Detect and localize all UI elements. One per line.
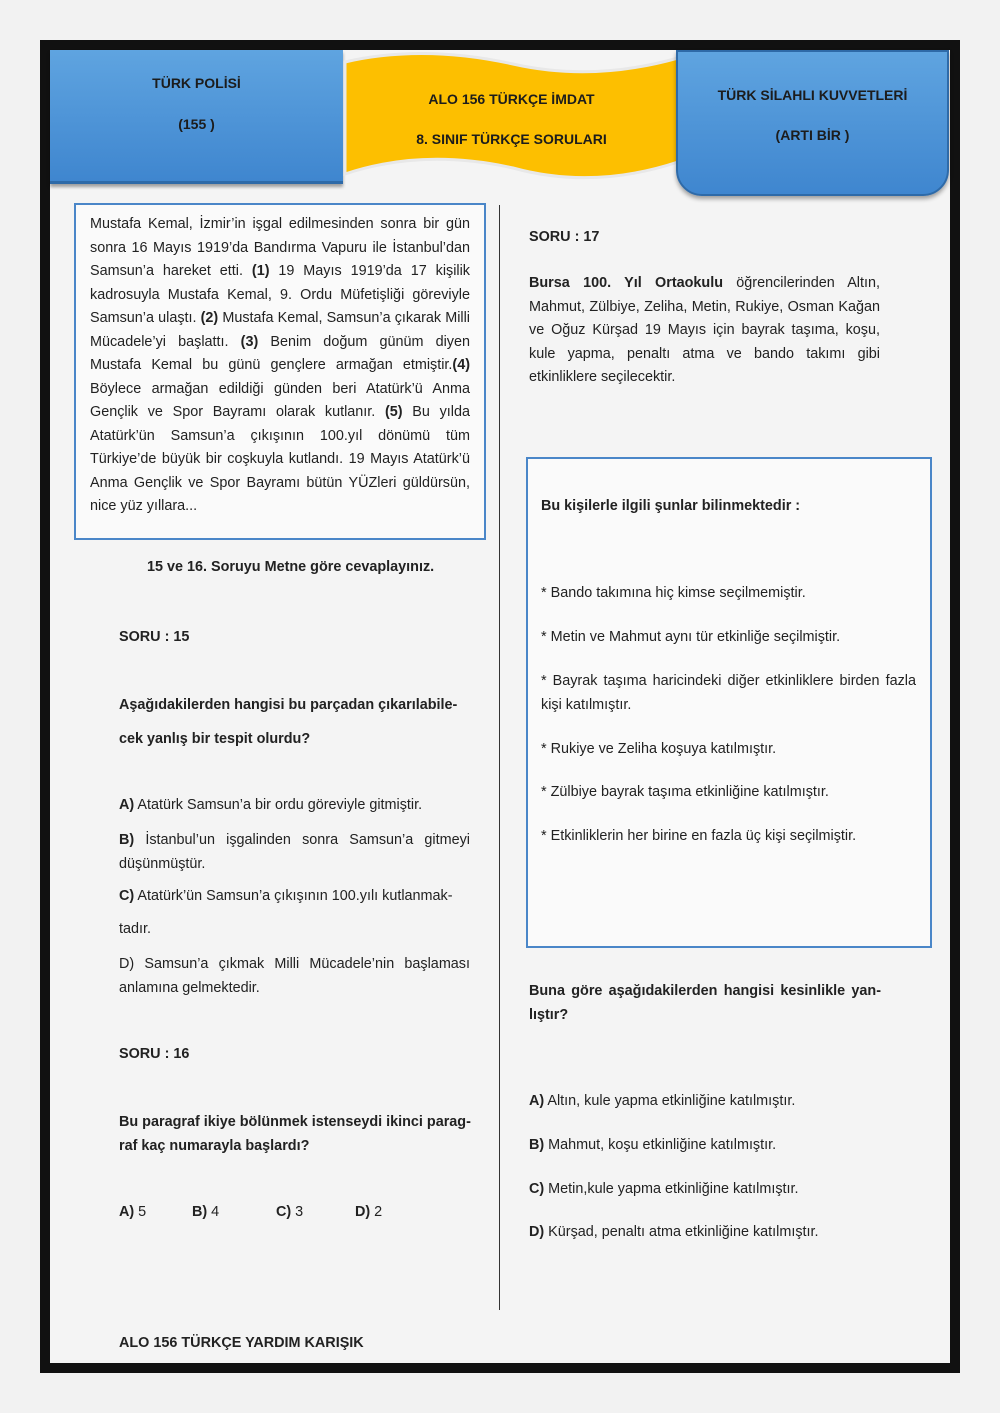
question-17-option-d[interactable] bbox=[529, 1221, 819, 1245]
option-text: Atatürk Samsun’a bir ordu göreviyle gitmiştir. bbox=[134, 797, 423, 813]
question-16-option-d[interactable] bbox=[355, 1201, 382, 1225]
option-text: Metin,kule yapma etkinliğine katılmıştır. bbox=[544, 1181, 799, 1197]
banner-shape bbox=[343, 50, 680, 180]
clue-item: * Zülbiye bayrak taşıma etkinliğine katılmıştır. bbox=[541, 784, 829, 800]
passage-text: Bu yılda Atatürk’ün Samsun’a çıkışının 100.yıl dönümü tüm Türkiye’de büyük bir coşkuyla kutlandı. 19 Mayıs Atatürk’ü Anma Gençlik ve Spor Bayramı bütün YÜZleri güldürsün, nice yüz yıllara... bbox=[90, 404, 470, 514]
footer-text: ALO 156 TÜRKÇE YARDIM KARIŞIK bbox=[119, 1335, 364, 1351]
option-key: A) bbox=[119, 1204, 135, 1220]
question-17-title: SORU : 17 bbox=[529, 229, 600, 245]
sentence-number: (4) bbox=[452, 357, 470, 373]
header-police-box bbox=[50, 50, 343, 184]
passage-text: Mustafa Kemal, Samsun’a çıkarak Milli Mücadele’yi başlattı. bbox=[90, 310, 470, 350]
option-key: B) bbox=[529, 1137, 545, 1153]
clue-item: * Bando takımına hiç kimse seçilmemiştir. bbox=[541, 585, 806, 601]
question-15-option-d[interactable]: D) Samsun’a çıkmak Milli Mücadele’nin başlaması anlamına gelmektedir. bbox=[119, 956, 470, 996]
option-text: Mahmut, koşu etkinliğine katılmıştır. bbox=[544, 1137, 777, 1153]
sentence-number: (2) bbox=[200, 310, 219, 326]
option-text: 5 bbox=[134, 1204, 147, 1220]
option-key: A) bbox=[529, 1093, 545, 1109]
option-key: B) bbox=[119, 832, 135, 848]
option-text: Atatürk’ün Samsun’a çıkışının 100.yılı kutlanmak- bbox=[134, 888, 453, 904]
option-text: 2 bbox=[370, 1204, 383, 1220]
sentence-number: (3) bbox=[240, 333, 259, 350]
clues-title: Bu kişilerle ilgili şunlar bilinmektedir : bbox=[541, 498, 801, 514]
header-title-banner bbox=[343, 50, 680, 180]
instruction-text: 15 ve 16. Soruyu Metne göre cevaplayınız. bbox=[147, 559, 435, 575]
header-army-box bbox=[676, 50, 949, 196]
question-15-option-c[interactable] bbox=[119, 885, 479, 909]
clue-item: * Bayrak taşıma haricindeki diğer etkinliklere birden fazla kişi katılmıştır. bbox=[541, 673, 916, 713]
sentence-number: (5) bbox=[384, 404, 403, 420]
question-16-option-b[interactable] bbox=[192, 1201, 219, 1225]
intro-text: öğrencilerinden Altın, Mahmut, Zülbiye, Zeliha, Metin, Rukiye, Osman Kağan ve Oğuz Kürşad 19 Mayıs için bayrak taşıma, koşu, kule yapma, penaltı atma ve bando takımı gibi etkinliklere seçilecektir. bbox=[529, 275, 880, 385]
option-key: D) bbox=[529, 1224, 545, 1240]
question-15-stem-line2: cek yanlış bir tespit olurdu? bbox=[119, 731, 311, 747]
header-hotline-title: ALO 156 TÜRKÇE İMDAT bbox=[428, 91, 595, 107]
question-17-intro bbox=[529, 272, 880, 390]
option-text: 3 bbox=[291, 1204, 304, 1220]
question-16-option-a[interactable] bbox=[119, 1201, 146, 1225]
question-15-title: SORU : 15 bbox=[119, 629, 190, 645]
clue-item: * Etkinliklerin her birine en fazla üç kişi seçilmiştir. bbox=[541, 828, 857, 844]
question-16-title: SORU : 16 bbox=[119, 1046, 190, 1062]
option-key: A) bbox=[119, 797, 135, 813]
option-key: C) bbox=[276, 1204, 292, 1220]
header-army-title: TÜRK SİLAHLI KUVVETLERİ bbox=[717, 87, 908, 103]
option-text: İstanbul’un işgalinden sonra Samsun’a gitmeyi düşünmüştür. bbox=[119, 832, 470, 872]
option-key: B) bbox=[192, 1204, 208, 1220]
school-name: Bursa 100. Yıl Ortaokulu bbox=[529, 275, 723, 291]
clue-item: * Rukiye ve Zeliha koşuya katılmıştır. bbox=[541, 741, 777, 757]
question-15-option-c-cont: tadır. bbox=[119, 921, 151, 937]
question-17-option-b[interactable] bbox=[529, 1134, 776, 1158]
clue-item: * Metin ve Mahmut aynı tür etkinliğe seçilmiştir. bbox=[541, 629, 841, 645]
question-16-option-c[interactable] bbox=[276, 1201, 303, 1225]
header-police-title: TÜRK POLİSİ bbox=[152, 75, 241, 91]
option-text: Altın, kule yapma etkinliğine katılmıştır. bbox=[544, 1093, 796, 1109]
option-text: 4 bbox=[207, 1204, 220, 1220]
passage-text: Benim doğum günüm diyen Mustafa Kemal bu günü gençlere armağan etmiştir. bbox=[90, 333, 470, 373]
question-17-option-c[interactable] bbox=[529, 1178, 799, 1202]
option-key: C) bbox=[119, 888, 135, 904]
option-key: D) bbox=[355, 1204, 371, 1220]
column-divider bbox=[499, 205, 500, 1310]
question-15-option-b[interactable] bbox=[119, 829, 470, 876]
passage-text: Böylece armağan edildiği günden beri Atatürk’ü Anma Gençlik ve Spor Bayramı olarak kutlanır. bbox=[90, 380, 470, 420]
reading-passage bbox=[74, 203, 486, 540]
header-police-number: (155 ) bbox=[178, 116, 215, 132]
passage-text: 19 Mayıs 1919’da 17 kişilik kadrosuyla Mustafa Kemal, 9. Ordu Müfetişliği göreviyle Samsun’a ulaştı. bbox=[90, 263, 470, 326]
question-15-stem-line1: Aşağıdakilerden hangisi bu parçadan çıkarılabile- bbox=[119, 697, 458, 713]
header-grade-subtitle: 8. SINIF TÜRKÇE SORULARI bbox=[416, 131, 607, 147]
question-16-stem: Bu paragraf ikiye bölünmek istenseydi ikinci parag-raf kaç numarayla başlardı? bbox=[119, 1114, 471, 1154]
question-15-option-a[interactable] bbox=[119, 794, 471, 818]
question-17-option-a[interactable] bbox=[529, 1090, 795, 1114]
header-army-subtitle: (ARTI BİR ) bbox=[775, 127, 850, 143]
option-key: C) bbox=[529, 1181, 545, 1197]
sentence-number: (1) bbox=[251, 263, 270, 279]
passage-text: Mustafa Kemal, İzmir’in işgal edilmesinden sonra bir gün sonra 16 Mayıs 1919’da Bandırma Vapuru ile İstanbul’dan Samsun’a hareket etti. bbox=[90, 216, 470, 279]
question-17-stem: Buna göre aşağıdakilerden hangisi kesinlikle yan-lıştır? bbox=[529, 983, 881, 1023]
option-text: Kürşad, penaltı atma etkinliğine katılmıştır. bbox=[544, 1224, 819, 1240]
